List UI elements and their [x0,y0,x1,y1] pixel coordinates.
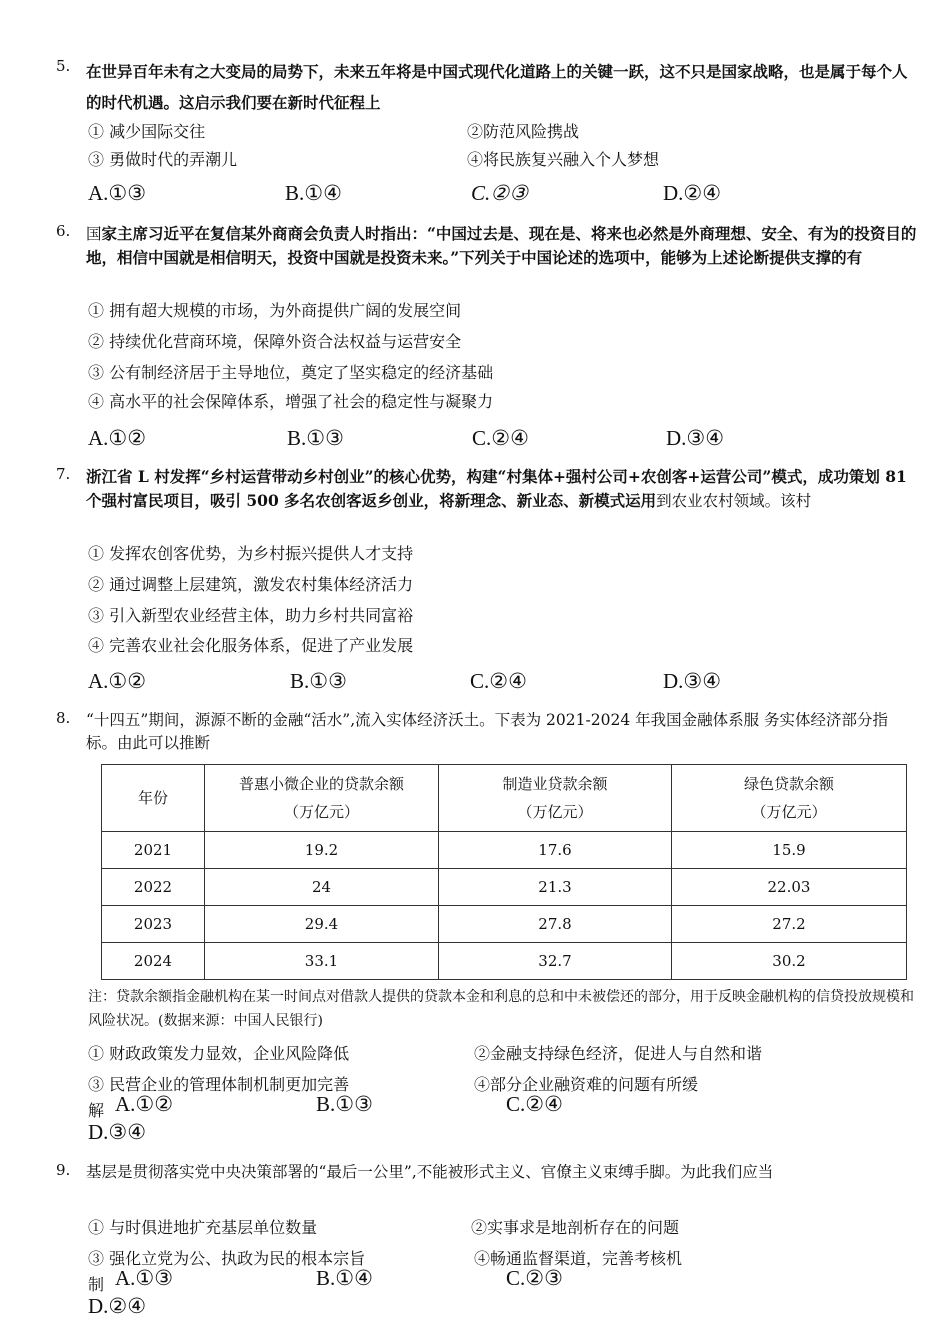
answer-d[interactable]: D.③④ [88,1120,147,1144]
option-2: ②实事求是地剖析存在的问题 [471,1218,680,1237]
option-4: ④ 高水平的社会保障体系，增强了社会的稳定性与凝聚力 [88,392,494,411]
answer-d[interactable]: D.③④ [666,426,725,450]
stem-tail: 到农业农村领域。该村 [656,492,812,510]
table-note: 注：贷款余额指金融机构在某一时间点对借款人提供的贷款本金和利息的总和中未被偿还的部分，用于反映金融机构的信贷投放规模和风险状况。(数据来源：中国人民银行) [88,989,914,1029]
table-header-cell: 制造业贷款余额 （万亿元） [439,765,672,832]
stem-body: 浙江省 L 村发挥“乡村运营带动乡村创业”的核心优势，构建“村集体+强村公司+农创客+运营公司”模式，成功策划 81 个强村富民项目，吸引 500 多名农创客返乡创业，将新理念、新业态、新模式运用 [86,467,907,510]
table-cell: 24 [205,869,439,906]
table-header-cell: 普惠小微企业的贷款余额 （万亿元） [205,765,439,832]
option-3: ③ 民营企业的管理体制机制更加完善 [88,1075,350,1094]
table-cell: 21.3 [439,869,672,906]
option-2: ②金融支持绿色经济，促进人与自然和谐 [474,1044,763,1063]
question-stem: 在世异百年未有之大变局的局势下，未来五年将是中国式现代化道路上的关键一跃，这不只是国家战略，也是属于每个人的时代机遇。这启示我们要在新时代征程上 [86,62,908,112]
table-cell: 27.8 [439,906,672,943]
answer-c[interactable]: C.②④ [470,669,527,693]
table-cell: 27.2 [672,906,907,943]
option-1: ① 财政政策发力显效，企业风险降低 [88,1044,350,1063]
stem-body: 家主席习近平在复信某外商商会负责人时指出：“中国过去是、现在是、将来也必然是外商理想、安全、有为的投资目的地，相信中国就是相信明天，投资中国就是投资未来。”下列关于中国论述的选项中，能够为上述论断提供支撑的有 [86,224,917,267]
table-cell: 29.4 [205,906,439,943]
table-cell: 33.1 [205,943,439,980]
option-4: ④畅通监督渠道，完善考核机 [474,1249,683,1268]
answer-b[interactable]: B.①④ [316,1266,373,1290]
table-header-cell: 绿色贷款余额 （万亿元） [672,765,907,832]
table-cell: 15.9 [672,832,907,869]
answer-c[interactable]: C.②③ [471,181,528,205]
table-cell: 2023 [102,906,205,943]
question-8 [56,709,918,755]
answer-b[interactable]: B.①③ [290,669,347,693]
question-number: 6. [56,222,71,240]
option-3: ③ 勇做时代的弄潮儿 [88,150,238,169]
option-3: ③ 公有制经济居于主导地位，奠定了坚实稳定的经济基础 [88,363,494,382]
table-row [102,906,907,943]
answer-a[interactable]: A.①② [88,426,147,450]
table-cell: 19.2 [205,832,439,869]
table-cell: 17.6 [439,832,672,869]
option-3: ③ 强化立党为公、执政为民的根本宗旨 [88,1249,366,1268]
answer-c[interactable]: C.②③ [506,1266,563,1290]
table-cell: 32.7 [439,943,672,980]
table-row [102,943,907,980]
table-cell: 30.2 [672,943,907,980]
question-number: 9. [56,1161,71,1179]
answer-a[interactable]: A.①③ [88,181,147,205]
question-number: 8. [56,709,71,727]
answer-c[interactable]: C.②④ [472,426,529,450]
answer-c[interactable]: C.②④ [506,1092,563,1116]
table-cell: 2022 [102,869,205,906]
option-wrap-text: 制 [88,1275,105,1294]
option-1: ① 与时俱进地扩充基层单位数量 [88,1218,318,1237]
option-1: ① 拥有超大规模的市场，为外商提供广阔的发展空间 [88,301,462,320]
question-stem: “十四五”期间，源源不断的金融“活水”,流入实体经济沃土。下表为 2021-2024 年我国金融体系服 务实体经济部分指标。由此可以推断 [86,711,889,752]
table-cell: 22.03 [672,869,907,906]
question-stem [86,222,918,270]
option-wrap-text: 解 [88,1101,105,1120]
answer-d[interactable]: D.②④ [663,181,722,205]
question-6 [56,222,918,270]
option-2: ② 持续优化营商环境，保障外资合法权益与运营安全 [88,332,462,351]
answer-a[interactable]: A.①② [88,669,147,693]
question-stem: 基层是贯彻落实党中央决策部署的“最后一公里”,不能被形式主义、官僚主义束缚手脚。为此我们应当 [86,1163,774,1181]
question-5 [56,56,918,118]
table-row [102,869,907,906]
answer-b[interactable]: B.①③ [316,1092,373,1116]
question-7 [56,465,918,513]
question-number: 5. [56,57,71,75]
option-4: ④将民族复兴融入个人梦想 [467,150,660,169]
answer-d[interactable]: D.③④ [663,669,722,693]
table-cell: 2021 [102,832,205,869]
question-stem [86,465,918,513]
option-1: ① 发挥农创客优势，为乡村振兴提供人才支持 [88,544,414,563]
option-2: ② 通过调整上层建筑，激发农村集体经济活力 [88,575,414,594]
table-header-row [102,765,907,832]
table-cell: 2024 [102,943,205,980]
option-3: ③ 引入新型农业经营主体，助力乡村共同富裕 [88,606,414,625]
answer-b[interactable]: B.①④ [285,181,342,205]
table-row [102,832,907,869]
answer-a[interactable]: A.①③ [115,1266,174,1290]
question-9 [56,1161,918,1184]
table-header-cell: 年份 [102,765,205,832]
question-number: 7. [56,465,71,483]
option-1: ① 减少国际交往 [88,122,206,141]
option-4: ④ 完善农业社会化服务体系，促进了产业发展 [88,636,414,655]
option-4: ④部分企业融资难的问题有所缓 [474,1075,699,1094]
answer-d[interactable]: D.②④ [88,1294,147,1318]
loan-data-table [101,764,907,980]
option-2: ②防范风险携战 [467,122,580,141]
stem-lead: 国 [86,225,102,243]
answer-b[interactable]: B.①③ [287,426,344,450]
answer-a[interactable]: A.①② [115,1092,174,1116]
